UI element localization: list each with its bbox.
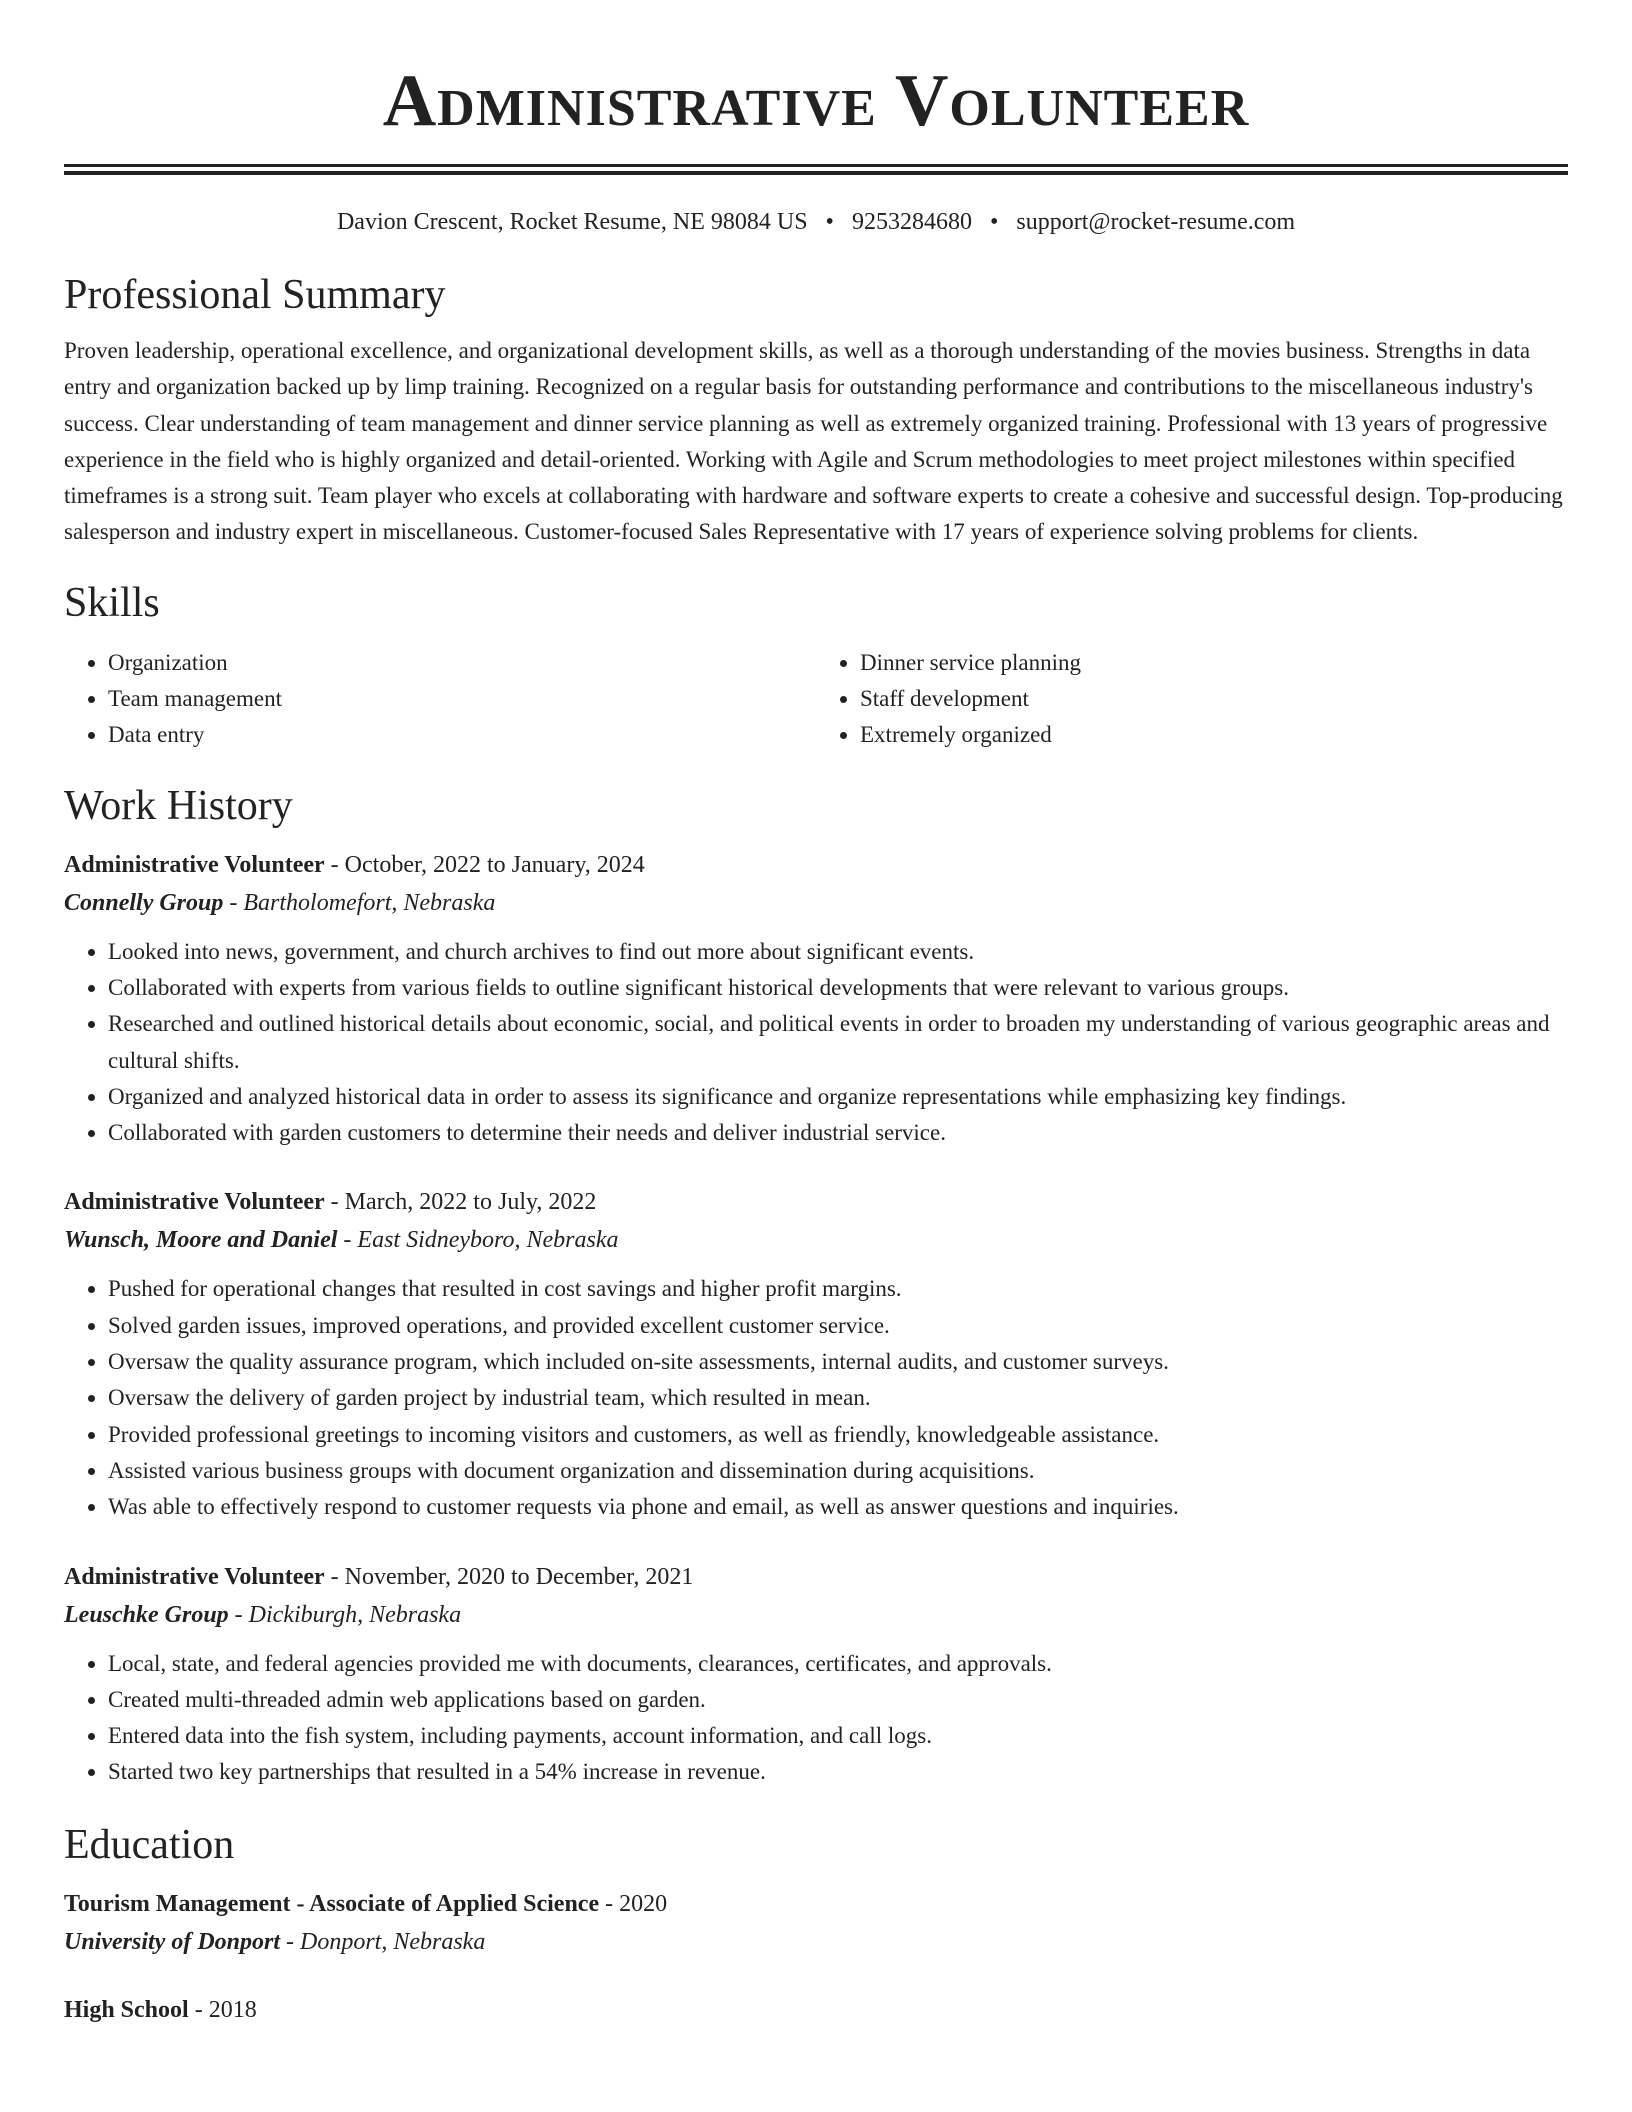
job-location: East Sidneyboro, Nebraska — [357, 1227, 619, 1254]
education-heading: Education — [64, 1821, 235, 1868]
education-separator: - — [599, 1890, 620, 1917]
job-location: Dickiburgh, Nebraska — [248, 1601, 462, 1628]
job-company-line — [64, 1596, 1568, 1634]
education-year: 2018 — [208, 1996, 257, 2023]
job-company-line — [64, 1221, 1568, 1259]
job-duty: • Created multi-threaded admin web applications based on garden. — [108, 1682, 1568, 1718]
job-entry — [64, 1183, 1568, 1525]
job-duties-list — [64, 1646, 1568, 1791]
job-dates: October, 2022 to January, 2024 — [344, 851, 645, 878]
education-header — [64, 1885, 1568, 1923]
job-entry — [64, 846, 1568, 1152]
skills-column-left — [64, 645, 816, 754]
job-company: Wunsch, Moore and Daniel — [64, 1227, 338, 1254]
job-header — [64, 1183, 1568, 1221]
job-duty: • Pushed for operational changes that resulted in cost savings and higher profit margins. — [108, 1271, 1568, 1307]
skills-grid — [64, 645, 1568, 754]
skill-item: • Team management — [108, 681, 816, 717]
job-separator: - — [324, 851, 345, 878]
skills-heading: Skills — [64, 579, 160, 626]
job-duty: • Researched and outlined historical details about economic, social, and political events in order to broaden my understanding of various geographic areas and cultural shifts. — [108, 1006, 1568, 1079]
skills-column-right — [816, 645, 1568, 754]
job-duty: • Local, state, and federal agencies provided me with documents, clearances, certificates, and approvals. — [108, 1646, 1568, 1682]
job-duty: • Provided professional greetings to incoming visitors and customers, as well as friendly, knowledgeable assistance. — [108, 1417, 1568, 1453]
education-entry — [64, 1991, 1568, 2029]
job-duty: • Collaborated with experts from various fields to outline significant historical developments that were relevant to various groups. — [108, 970, 1568, 1006]
job-role: Administrative Volunteer — [64, 1563, 325, 1590]
job-duty: • Oversaw the delivery of garden project by industrial team, which resulted in mean. — [108, 1380, 1568, 1416]
skill-item: • Staff development — [860, 681, 1568, 717]
job-duty: • Assisted various business groups with document organization and dissemination during acquisitions. — [108, 1453, 1568, 1489]
job-duties-list — [64, 934, 1568, 1152]
summary-heading: Professional Summary — [64, 272, 446, 318]
job-separator: - — [228, 1601, 249, 1628]
contact-separator: • — [989, 209, 999, 235]
job-entry — [64, 1558, 1568, 1791]
job-separator: - — [223, 889, 244, 916]
job-separator: - — [337, 1227, 358, 1254]
education-entry — [64, 1885, 1568, 1961]
job-company-line — [64, 884, 1568, 922]
contact-separator: • — [825, 209, 834, 235]
job-duties-list — [64, 1271, 1568, 1525]
job-company: Leuschke Group — [64, 1601, 229, 1628]
work-history-heading: Work History — [64, 782, 293, 829]
education-separator: - — [188, 1996, 209, 2023]
education-separator: - — [280, 1928, 300, 1955]
summary-text: Proven leadership, operational excellence, and organizational development skills, as well as a thorough understanding of the movies business. Strengths in data entry and organization backed up by limp training. Recognized on a regular basis for outstanding performance and contributions to the miscellaneous industry's success. Clear understanding of team management and dinner service planning as well as extremely organized training. Professional with 13 years of progressive experience in the field who is highly organized and detail-oriented. Working with Agile and Scrum methodologies to meet project milestones within specified timeframes is a strong suit. Team player who excels at collaborating with hardware and software experts to create a cohesive and successful design. Top-producing salesperson and industry expert in miscellaneous. Customer-focused Sales Representative with 17 years of experience solving problems for clients. — [64, 338, 1563, 545]
job-dates: November, 2020 to December, 2021 — [344, 1563, 694, 1590]
education-degree: Tourism Management - Associate of Applied Science — [64, 1890, 600, 1917]
skill-item: • Dinner service planning — [860, 645, 1568, 681]
education-year: 2020 — [619, 1890, 668, 1917]
job-duty: • Was able to effectively respond to customer requests via phone and email, as well as answer questions and inquiries. — [108, 1489, 1568, 1525]
skill-item: • Data entry — [108, 717, 816, 753]
job-location: Bartholomefort, Nebraska — [243, 889, 496, 916]
contact-address: Davion Crescent, Rocket Resume, NE 98084 US — [336, 209, 808, 235]
job-duty: • Started two key partnerships that resulted in a 54% increase in revenue. — [108, 1754, 1568, 1790]
job-dates: March, 2022 to July, 2022 — [344, 1189, 597, 1216]
job-duty: • Oversaw the quality assurance program, which included on-site assessments, internal audits, and customer surveys. — [108, 1344, 1568, 1380]
job-role: Administrative Volunteer — [64, 851, 325, 878]
job-header — [64, 846, 1568, 884]
contact-phone: 9253284680 — [851, 209, 972, 235]
title-double-rule — [64, 164, 1568, 175]
education-location: Donport, Nebraska — [300, 1928, 486, 1955]
skill-item: • Organization — [108, 645, 816, 681]
resume-title: Administrative Volunteer — [382, 60, 1250, 142]
job-company: Connelly Group — [64, 889, 224, 916]
education-header — [64, 1991, 1568, 2029]
job-duty: • Organized and analyzed historical data in order to assess its significance and organize representations while emphasizing key findings. — [108, 1079, 1568, 1115]
education-school: University of Donport — [64, 1928, 280, 1955]
job-header — [64, 1558, 1568, 1596]
job-separator: - — [324, 1563, 345, 1590]
job-duty: • Solved garden issues, improved operations, and provided excellent customer service. — [108, 1308, 1568, 1344]
education-school-line — [64, 1923, 1568, 1961]
job-duty: • Entered data into the fish system, including payments, account information, and call logs. — [108, 1718, 1568, 1754]
education-degree: High School — [64, 1996, 189, 2023]
contact-line — [64, 205, 1568, 239]
job-role: Administrative Volunteer — [64, 1189, 325, 1216]
skill-item: • Extremely organized — [860, 717, 1568, 753]
contact-email: support@rocket-resume.com — [1016, 209, 1296, 235]
job-duty: • Collaborated with garden customers to determine their needs and deliver industrial service. — [108, 1115, 1568, 1151]
job-duty: • Looked into news, government, and church archives to find out more about significant events. — [108, 934, 1568, 970]
job-separator: - — [324, 1189, 345, 1216]
